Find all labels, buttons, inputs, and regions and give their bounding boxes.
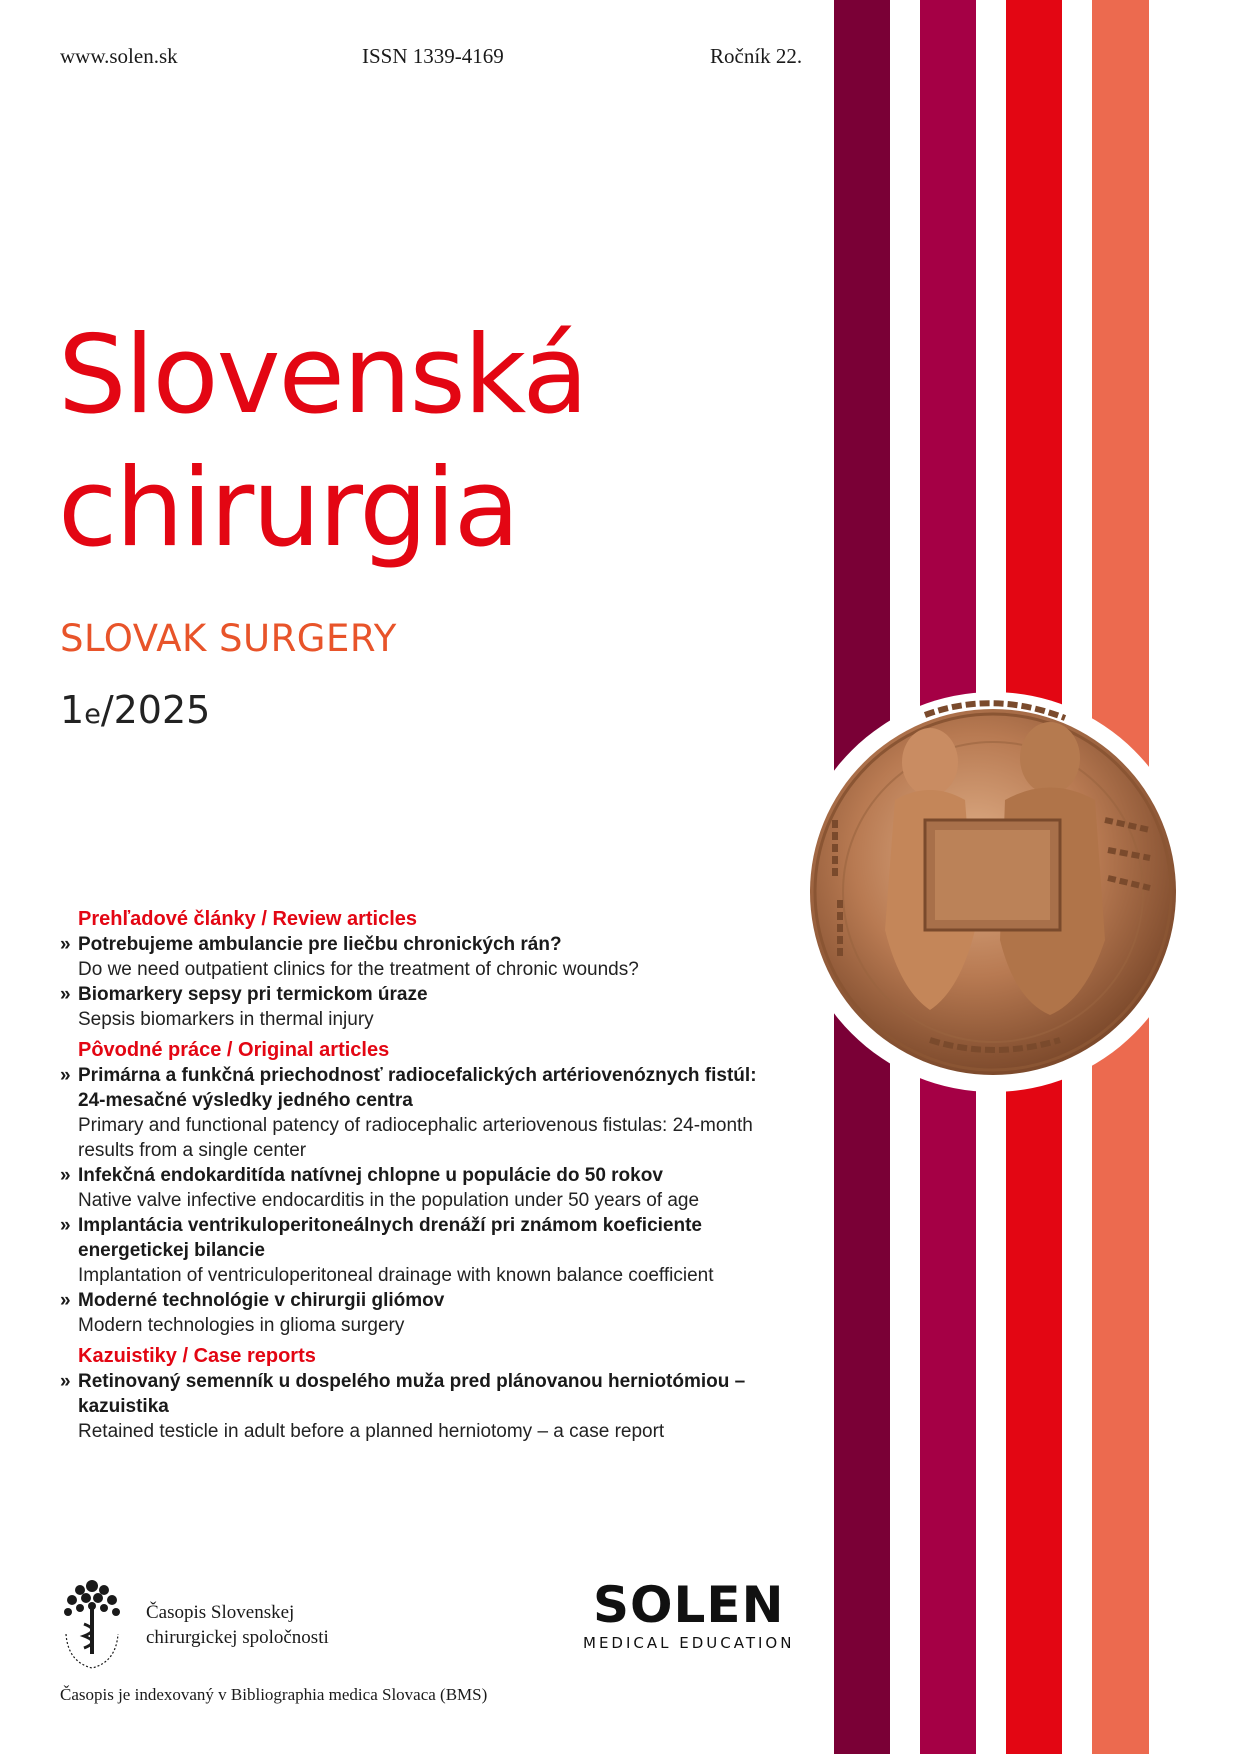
- society-caption: [146, 1600, 329, 1650]
- toc-item[interactable]: [60, 1369, 780, 1444]
- toc-item[interactable]: [60, 1213, 780, 1288]
- section-heading-original: Pôvodné práce / Original articles: [78, 1039, 390, 1061]
- article-title-en: Modern technologies in glioma surgery: [78, 1315, 405, 1336]
- article-title-sk: Implantácia ventrikuloperitoneálnych drenáží pri známom koeficiente energetickej bilancie: [78, 1215, 702, 1261]
- article-title-sk: Potrebujeme ambulancie pre liečbu chronických rán?: [78, 934, 562, 955]
- issue-number: [60, 688, 210, 732]
- toc-item[interactable]: [60, 982, 780, 1032]
- bullet-icon: »: [60, 934, 71, 955]
- toc-item[interactable]: [60, 1163, 780, 1213]
- toc-item[interactable]: [60, 1288, 780, 1338]
- society-tree-logo-icon: [58, 1572, 126, 1672]
- toc-item[interactable]: [60, 932, 780, 982]
- section-heading-cases: Kazuistiky / Case reports: [78, 1345, 316, 1367]
- article-title-sk: Retinovaný semenník u dospelého muža pred plánovanou herniotómiou – kazuistika: [78, 1371, 746, 1417]
- publisher-logo: [583, 1576, 795, 1652]
- article-title-sk: Biomarkery sepsy pri termickom úraze: [78, 984, 428, 1005]
- article-title-sk: Infekčná endokarditída natívnej chlopne u populácie do 50 rokov: [78, 1165, 663, 1186]
- journal-subtitle: SLOVAK SURGERY: [60, 617, 397, 660]
- article-title-en: Implantation of ventriculoperitoneal drainage with known balance coefficient: [78, 1265, 714, 1286]
- publisher-tagline: MEDICAL EDUCATION: [583, 1634, 795, 1652]
- publisher-name: SOLEN: [593, 1576, 785, 1634]
- bullet-icon: »: [60, 1290, 71, 1311]
- issue-year: /2025: [100, 688, 211, 732]
- issue-num: 1: [60, 688, 85, 732]
- table-of-contents: [60, 907, 780, 1444]
- society-line2: chirurgickej spoločnosti: [146, 1627, 329, 1648]
- society-line1: Časopis Slovenskej: [146, 1602, 295, 1623]
- article-title-sk: Moderné technológie v chirurgii gliómov: [78, 1290, 445, 1311]
- website-url: www.solen.sk: [60, 44, 178, 68]
- article-title-sk: Primárna a funkčná priechodnosť radiocefalických artériovenóznych fistúl: 24-mesačné výsledky jedného centra: [78, 1065, 757, 1111]
- article-title-en: Do we need outpatient clinics for the treatment of chronic wounds?: [78, 959, 639, 980]
- section-heading-review: Prehľadové články / Review articles: [78, 908, 417, 930]
- journal-title-line1: Slovenská: [58, 313, 587, 438]
- indexing-note: Časopis je indexovaný v Bibliographia medica Slovaca (BMS): [60, 1685, 488, 1704]
- bullet-icon: »: [60, 1065, 71, 1086]
- article-title-en: Native valve infective endocarditis in the population under 50 years of age: [78, 1190, 700, 1211]
- bullet-icon: »: [60, 1165, 71, 1186]
- volume: Ročník 22.: [710, 44, 803, 68]
- article-title-en: Primary and functional patency of radiocephalic arteriovenous fistulas: 24-month results from a single center: [78, 1115, 753, 1161]
- issue-suffix: e: [84, 699, 101, 730]
- bullet-icon: »: [60, 1371, 71, 1392]
- journal-title-line2: chirurgia: [58, 446, 518, 571]
- bullet-icon: »: [60, 1215, 71, 1236]
- article-title-en: Sepsis biomarkers in thermal injury: [78, 1009, 374, 1030]
- article-title-en: Retained testicle in adult before a planned herniotomy – a case report: [78, 1421, 665, 1442]
- toc-item[interactable]: [60, 1063, 780, 1163]
- issn: ISSN 1339-4169: [362, 44, 504, 68]
- bullet-icon: »: [60, 984, 71, 1005]
